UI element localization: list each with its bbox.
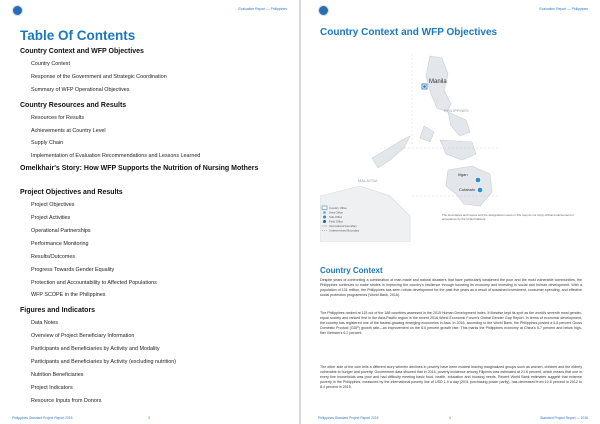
toc-section-country-context[interactable]: Country Context and WFP Objectives (20, 48, 144, 55)
legend-swatch-sub-office (323, 216, 326, 219)
map-label-cotabato: Cotabato (459, 187, 476, 192)
right-header-text: Evaluation Report — Philippines (539, 7, 588, 11)
toc-item[interactable]: Project Objectives (31, 202, 75, 209)
legend-label: Sub-Office (329, 215, 343, 219)
left-header-text: Evaluation Report — Philippines (238, 7, 287, 11)
toc-item[interactable]: Performance Monitoring (31, 240, 89, 247)
country-office-dot (423, 85, 426, 88)
toc-item[interactable]: Operational Partnerships (31, 228, 91, 235)
section-title-country-context: Country Context (320, 266, 383, 275)
paragraph: The other side of the coin tells a different story wherein declines in poverty have been modest leaving marginalized groups such as women, children and the elderly vulnerable to hunger and poverty. Government data showed that in 2015, poverty incidence among Filipinos was estimated at 21.6 percent, which means that one in every five households was poor and had difficulty meeting basic food, health, education and housing needs. Recent World Bank estimates suggest that extreme poverty in the Philippines, measured by the international poverty line of USD 1.9 a day (2011 purchasing power parity), has decreased from 10.6 percent in 2012 to 8.4 percent in 2015. (320, 365, 582, 390)
legend-label: Area Office (329, 210, 343, 215)
toc-item[interactable]: Summary of WFP Operational Objectives (31, 86, 130, 93)
wfp-logo (12, 5, 23, 16)
toc-section-story[interactable]: Omelkhair's Story: How WFP Supports the Nutrition of Nursing Mothers (20, 165, 259, 173)
map-label-manila: Manila (429, 79, 447, 85)
toc-item[interactable]: Participants and Beneficiaries by Activity (excluding nutrition) (31, 359, 177, 366)
toc-item[interactable]: Project Indicators (31, 384, 73, 391)
philippines-map[interactable] (320, 46, 582, 242)
map-disclaimer: The boundaries and names and the designations used on this map do not imply official endorsement or acceptance by the United Nations. (442, 214, 574, 221)
legend-label: Country Office (329, 206, 347, 210)
page-title: Country Context and WFP Objectives (320, 27, 498, 38)
wfp-logo (318, 5, 329, 16)
toc-title: Table Of Contents (20, 28, 136, 43)
toc-section-project[interactable]: Project Objectives and Results (20, 189, 123, 197)
left-footer-title: Philippines Standard Project Report 2016 (12, 416, 73, 420)
toc-item[interactable]: Progress Towards Gender Equality (31, 266, 115, 273)
right-page (301, 0, 600, 424)
toc-item[interactable]: Participants and Beneficiaries by Activity and Modality (31, 346, 160, 353)
legend-label: Field Office (329, 219, 344, 224)
toc-section-figures[interactable]: Figures and Indicators (20, 307, 96, 315)
toc-item[interactable]: Implementation of Evaluation Recommendations and Lessons Learned (31, 153, 201, 160)
toc-section-resources[interactable]: Country Resources and Results (20, 101, 127, 109)
right-footer-right: Standard Project Report — 2016 (540, 416, 588, 420)
left-page-number: 3 (148, 416, 150, 420)
legend-label: Undetermined Boundary (329, 228, 360, 233)
toc-item[interactable]: Response of the Government and Strategic Coordination (31, 73, 167, 80)
toc-item[interactable]: Resources for Results (31, 114, 85, 121)
toc-item[interactable]: Supply Chain (31, 140, 64, 147)
toc-item[interactable]: Resource Inputs from Donors (31, 397, 102, 404)
toc-item[interactable]: Achievements at Country Level (31, 127, 106, 134)
right-footer-title: Philippines Standard Project Report 2016 (318, 416, 379, 420)
map-label-philippines: PHILIPPINES (444, 108, 469, 113)
toc-item[interactable]: Overview of Project Beneficiary Information (31, 333, 135, 340)
toc-item[interactable]: Results/Outcomes (31, 253, 76, 260)
toc-item[interactable]: Nutrition Beneficiaries (31, 371, 84, 378)
legend-swatch-field-office (323, 220, 326, 223)
sub-office-marker[interactable] (475, 177, 481, 183)
map-label-malaysia: MALAYSIA (358, 178, 378, 183)
toc-item[interactable]: Country Context (31, 61, 70, 67)
legend-swatch-area-office (323, 211, 326, 214)
toc-item[interactable]: Protection and Accountability to Affected Populations (31, 279, 157, 286)
legend-swatch-country-office (322, 206, 327, 210)
toc-item[interactable]: Data Notes (31, 320, 58, 327)
field-office-marker[interactable] (477, 187, 483, 193)
map-label-iligan: Iligan (458, 172, 468, 177)
paragraph: Despite years of confronting a combination of man-made and natural disasters that have particularly weakened the poor and the most vulnerable communities, the Philippines continues to make strides in improving the country's resilience through boosting its economy and investing in social and human development. With a population of 101 million, the Philippines has seen robust development for the past five years as a result of sustained investment, consumer spending, and effective social protection programmes (World Bank, 2016). (320, 278, 582, 298)
right-page-number: 4 (449, 416, 451, 420)
table-of-contents (20, 46, 290, 408)
toc-item[interactable]: Project Activities (31, 215, 71, 222)
toc-item[interactable]: WFP SCOPE in the Philippines (31, 292, 106, 299)
legend-label: International boundary (329, 224, 357, 228)
paragraph: The Philippines ranked at 115 out of the 188 countries assessed in the 2015 Human Development Index. It likewise kept its spot as the world's seventh most gender-equal society and ranked first in the Asia-Pacific region in the recent 2016 World Economic Forum's Global Gender Gap Report. In terms of economic development, the country has registered one of the fastest-growing emerging economies in Asia. In 2016, according to the World Bank, the Philippines posted a 6.8 percent Gross Domestic Product (GDP) growth rate—an improvement on the 6.0 percent growth rate. This marks the Philippines economy at China's 6.7 percent and below high-flier Vietnam's 6.2 percent. (320, 311, 582, 336)
left-page (0, 0, 299, 424)
